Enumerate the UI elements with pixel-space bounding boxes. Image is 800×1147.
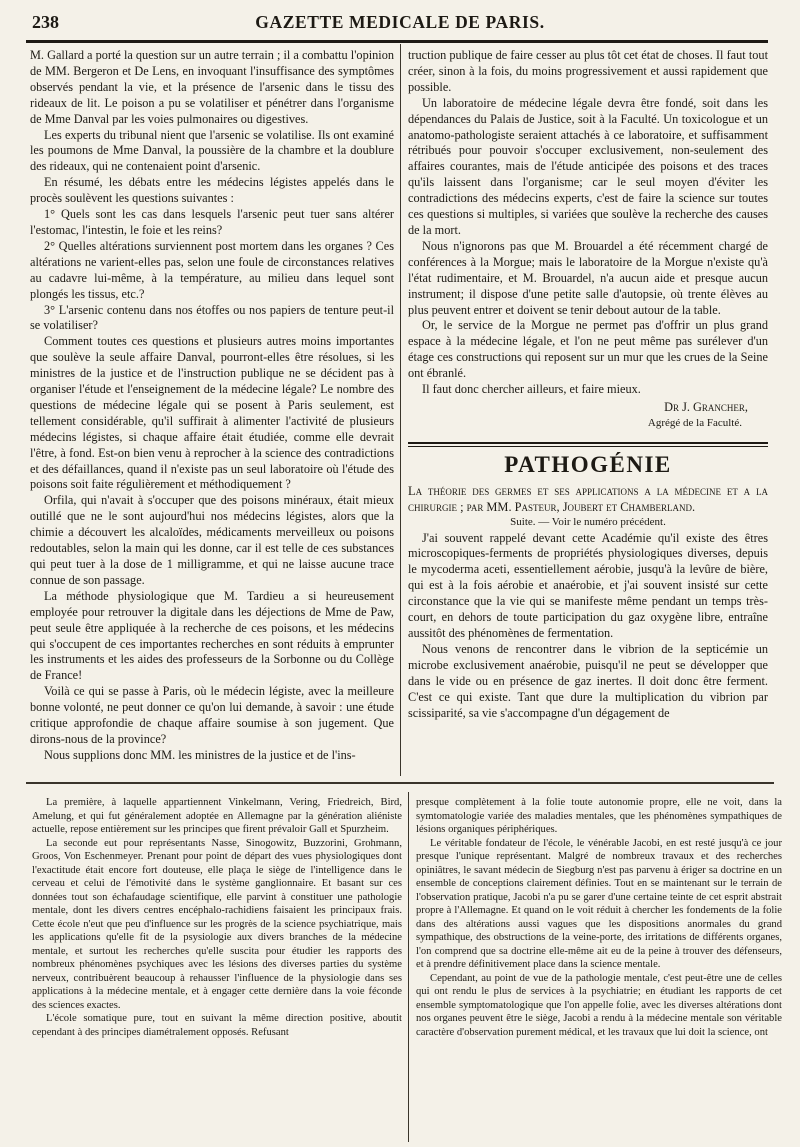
article-title: La théorie des germes et ses applications a la médecine et a la chirurgie ; par MM. Pasteur, Joubert et Chamberland. — [408, 483, 768, 514]
signature-name: Dr J. Grancher, — [664, 399, 748, 414]
paragraph: Orfila, qui n'avait à s'occuper que des poisons minéraux, était mieux outillé que ne le sont aujourd'hui nos médecins légistes, alors que la chimie a découvert les alcaloïdes, médicaments merveilleux ou poisons redoutables, selon la main qui les donne, car il est telle de ces substances qui peut tuer à la dose de 1 milligramme, et qui ne laisse aucune trace connue de son passage. — [30, 493, 394, 587]
paragraph: Nous venons de rencontrer dans le vibrion de la septicémie un microbe exclusivement anaérobie, puisqu'il ne peut se développer que dans le vide ou en présence de gaz inertes. Il doit donc être ferment. C'est ce qui existe. Tant que dure la multiplication du vibrion par scissiparité, sa vie s'accompagne d'un dégagement de — [408, 641, 768, 720]
paragraph: Nous supplions donc MM. les ministres de la justice et de l'ins- — [44, 747, 356, 762]
paragraph: 2° Quelles altérations surviennent post mortem dans les organes ? Ces altérations ne varient-elles pas, selon une foule de circonstances relatives au cadavre lui-même, à la température, au milieu dans lequel sont plongés les tissus, etc.? — [30, 238, 394, 301]
paragraph: Comment toutes ces questions et plusieurs autres moins importantes que soulève la seule affaire Danval, pourront-elles être résolues, si les ministres de la justice et de l'instruction publique ne se décident pas à organiser l'étude et l'enseignement de la médecine légale? Le nombre des questions de médecine légale qui se posent à Paris seulement, est tellement considérable, qu'il suffirait à alimenter l'activité de plusieurs médecins légistes, si chaque affaire était étudiée, comme elle devrait l'être, à fond. Est-on bien venu à reprocher à la science des contradictions et des défaillances, quand il n'existe pas un seul laboratoire où l'étude des poisons soit faite régulièrement et méthodiquement ? — [30, 334, 394, 492]
paragraph: Un laboratoire de médecine légale devra être fondé, soit dans les dépendances du Palais de Justice, soit à la Faculté. Un toxicologue et un anatomo-pathologiste seraient attachés à ce laboratoire, et suffisamment rétribués pour pouvoir s'occuper exclusivement, non-seulement des affaires courantes, mais de l'étude anticipée des poisons et des traces qu'ils laissent dans l'organisme; car le seul moyen d'éviter les contradictions des médecins experts, c'est de faire la science sur toutes ces questions si multiples, si variées que soulève la recherche des causes de la mort. — [408, 95, 768, 237]
lower-left-column — [32, 796, 402, 1039]
signature — [408, 400, 768, 432]
paragraph: La seconde eut pour représentants Nasse, Sinogowitz, Buzzorini, Grohmann, Groos, Von Eschenmeyer. Prenant pour point de départ des vues physiologiques dont l'exactitude était encore fort douteuse, elle plaça le siège de l'intelligence dans le cerveau et celui de l'émotivité dans le système ganglionnaire. Et basant sur ces données tout son échafaudage scientifique, elle parvint à constituer une pathologie mentale, dont les divers centres encéphalo-rachidiens faisaient les principaux frais. Cette école n'eut que peu d'influence sur les progrès de la science psychiatrique, mais les applications qu'elle fit de la psysiologie aux divers branches de la médecine mentale, et surtout les recherches qu'elle suscita pour étudier les rapports des nombreux phénomènes psychiques avec les lésions des diverses parties du système nerveux, contribuèrent beaucoup à rehausser l'influence de la physiologie dans ses applications à la médecine mentale, et à engager cette dernière dans la voie féconde des sciences exactes. — [32, 837, 402, 1011]
paragraph: En résumé, les débats entre les médecins légistes appelés dans le procès soulèvent les questions suivantes : — [30, 175, 394, 206]
paragraph: J'ai souvent rappelé devant cette Académie qu'il existe des êtres microscopiques-ferments de propriétés physiologiques diverses, depuis le mycoderma aceti, essentiellement aérobie, jusqu'à la levûre de bière, qui est à la fois aérobie et anaérobie, et j'ai souvent insisté sur cette circonstance que la vie qui se manifeste même pendant un temps très-court, en dehors de toute participation du gaz oxygène libre, entraîne aussitôt des phénomènes de fermentation. — [408, 530, 768, 640]
paragraph: Il faut donc chercher ailleurs, et faire mieux. — [422, 382, 641, 397]
section-rule-thin — [408, 446, 768, 447]
lower-right-column — [416, 796, 782, 1039]
left-column — [30, 48, 394, 764]
paragraph: Nous n'ignorons pas que M. Brouardel a été récemment chargé de conférences à la Morgue; mais le laboratoire de la Morgue n'existe qu'à l'état rudimentaire, et M. Brouardel, n'a aucun aide et presque aucun instrument; il dispose d'une petite salle d'autopsie, où trente élèves au plus peuvent entrer et doivent se tenir debout autour de la table. — [408, 238, 768, 317]
section-title: PATHOGÉNIE — [504, 451, 672, 477]
paragraph: truction publique de faire cesser au plus tôt cet état de choses. Il faut tout créer, sinon à la fois, du moins progressivement et aussi rapidement que possible. — [408, 48, 768, 94]
paragraph: Cependant, au point de vue de la pathologie mentale, c'est peut-être une de celles qui ont rendu le plus de services à la psychiatrie; en étudiant les rapports de cet ensemble symptomatologique que l'on appelle folie, avec les diverses altérations dont nos organes peuvent être le siège, Jacobi a rendu à la médecine mentale son véritable caractère d'observation purement médical, et les travaux que lui doit la science, ont — [416, 972, 782, 1038]
paragraph: La première, à laquelle appartiennent Vinkelmann, Vering, Friedreich, Bird, Amelung, et qui fut généralement adoptée en Allemagne par la génération aliéniste actuelle, repose entièrement sur les principes que firent prévaloir Gall et Spurzheim. — [32, 797, 402, 835]
paragraph: L'école somatique pure, tout en suivant la même direction positive, aboutit cependant à des principes diamétralement opposés. Refusant — [32, 1013, 402, 1038]
paragraph: Le véritable fondateur de l'école, le vénérable Jacobi, en est resté jusqu'à ce jour presque l'unique représentant. Malgré de nombreux travaux et des recherches opiniâtres, le savant médecin de Siegburg n'est pas parvenu à ériger sa doctrine en un ensemble de conceptions clairement définies. Tout en se maintenant sur le terrain de l'observation pratique, Jacobi n'a pu se garer d'une certaine teinte de cet esprit abstrait propre à l'Allemagne. Et quand on le voit réduit à chercher les fondements de la folie dans des altérations aussi vagues que les dispositions anormales du grand sympathique, des obstructions de la veine-porte, des irritations de différents organes, l'on comprend que sa doctrine elle-même ait eu de la peine à trouver des défenseurs, et à prendre définitivement place dans la science mentale. — [416, 837, 782, 970]
paragraph: Or, le service de la Morgue ne permet pas d'offrir un plus grand espace à la médecine légale, et l'on ne peut même pas surélever d'un étage ces constructions qui reposent sur un mur que les crues de la Seine ont ébranlé. — [408, 318, 768, 381]
column-divider — [400, 44, 401, 776]
signature-role: Agrégé de la Faculté. — [647, 416, 742, 429]
section-rule — [408, 442, 768, 444]
continuation-note: Suite. — Voir le numéro précédent. — [510, 515, 666, 528]
feuilleton-rule — [26, 782, 774, 784]
page-number: 238 — [32, 12, 59, 32]
paragraph: La méthode physiologique que M. Tardieu a si heureusement employée pour retrouver la digitale dans les déjections de Mme de Paw, peut seule être appliquée à la recherche de ces poisons, et les médecins qui s'occupent de ces importantes recherches en sont réduits à emprunter les instruments et les aides des professeurs de la Sorbonne ou du Collège de France! — [30, 588, 394, 683]
paragraph: 3° L'arsenic contenu dans nos étoffes ou nos papiers de tenture peut-il se volatiliser? — [30, 302, 394, 333]
journal-title: GAZETTE MEDICALE DE PARIS. — [255, 12, 545, 32]
header-rule — [26, 40, 768, 43]
paragraph: presque complètement à la folie toute autonomie propre, elle ne voit, dans la symtomatologie variée des maladies mentales, que les phénomènes sympathiques de lésions organiques périphériques. — [416, 797, 782, 835]
right-column — [408, 48, 768, 721]
lower-column-divider — [408, 792, 409, 1142]
page-header — [32, 12, 768, 38]
paragraph: Les experts du tribunal nient que l'arsenic se volatilise. Ils ont examiné les poumons de Mme Danval, la poussière de la chambre et la doublure des rideaux, qui ne contenaient point d'arsenic. — [30, 127, 394, 174]
paragraph: M. Gallard a porté la question sur un autre terrain ; il a combattu l'opinion de MM. Bergeron et De Lens, en invoquant l'insuffisance des symptômes observés pendant la vie, et la présence de l'arsenic dans le tissu des rideaux de lit. Le poison a pu se volatiliser et pénétrer dans l'organisme de Mme Danval par les voies pulmonaires ou digestives. — [30, 48, 394, 126]
paragraph: Voilà ce qui se passe à Paris, où le médecin légiste, avec la meilleure bonne volonté, ne peut donner ce qu'on lui demande, à savoir : une étude critique approfondie de chaque affaire soumise à son jugement. Que dirons-nous de la province? — [30, 684, 394, 746]
paragraph: 1° Quels sont les cas dans lesquels l'arsenic peut tuer sans altérer l'estomac, l'intestin, le foie et les reins? — [30, 207, 394, 237]
